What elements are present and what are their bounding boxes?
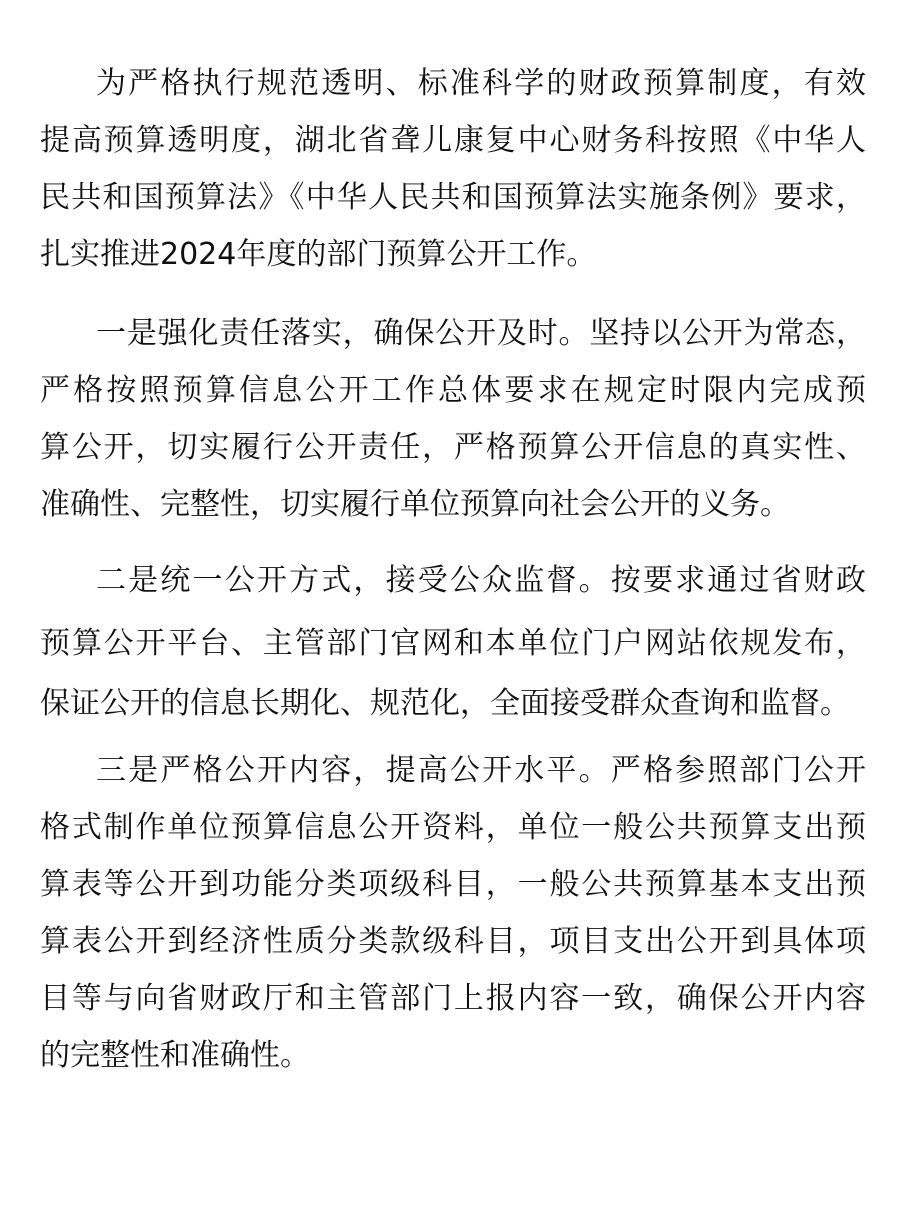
paragraph-1-line-3: 民共和国预算法》《中华人民共和国预算法实施条例》要求， (40, 180, 866, 215)
paragraph-4-line-5: 目等与向省财政厅和主管部门上报内容一致，确保公开内容 (40, 981, 866, 1016)
paragraph-2-line-2: 严格按照预算信息公开工作总体要求在规定时限内完成预 (40, 373, 866, 408)
paragraph-3-line-1: 二是统一公开方式，接受公众监督。按要求通过省财政 (96, 563, 866, 598)
paragraph-1-line-4: 扎实推进2024年度的部门预算公开工作。 (40, 237, 597, 272)
paragraph-4-line-3: 算表等公开到功能分类项级科目，一般公共预算基本支出预 (40, 867, 866, 902)
paragraph-3-line-3: 保证公开的信息长期化、规范化，全面接受群众查询和监督。 (40, 686, 850, 721)
paragraph-2-line-3: 算公开，切实履行公开责任，严格预算公开信息的真实性、 (40, 430, 866, 465)
paragraph-2-line-4: 准确性、完整性，切实履行单位预算向社会公开的义务。 (40, 487, 790, 522)
paragraph-3-line-2: 预算公开平台、主管部门官网和本单位门户网站依规发布， (40, 626, 866, 661)
paragraph-2-line-1: 一是强化责任落实，确保公开及时。坚持以公开为常态， (96, 316, 866, 351)
paragraph-4-line-4: 算表公开到经济性质分类款级科目，项目支出公开到具体项 (40, 924, 866, 959)
paragraph-4-line-1: 三是严格公开内容，提高公开水平。严格参照部门公开 (96, 753, 866, 788)
paragraph-1-line-2: 提高预算透明度，湖北省聋儿康复中心财务科按照《中华人 (40, 123, 866, 158)
paragraph-4-line-2: 格式制作单位预算信息公开资料，单位一般公共预算支出预 (40, 810, 866, 845)
paragraph-1-line-1: 为严格执行规范透明、标准科学的财政预算制度，有效 (96, 66, 866, 101)
paragraph-4-line-6: 的完整性和准确性。 (40, 1038, 310, 1073)
